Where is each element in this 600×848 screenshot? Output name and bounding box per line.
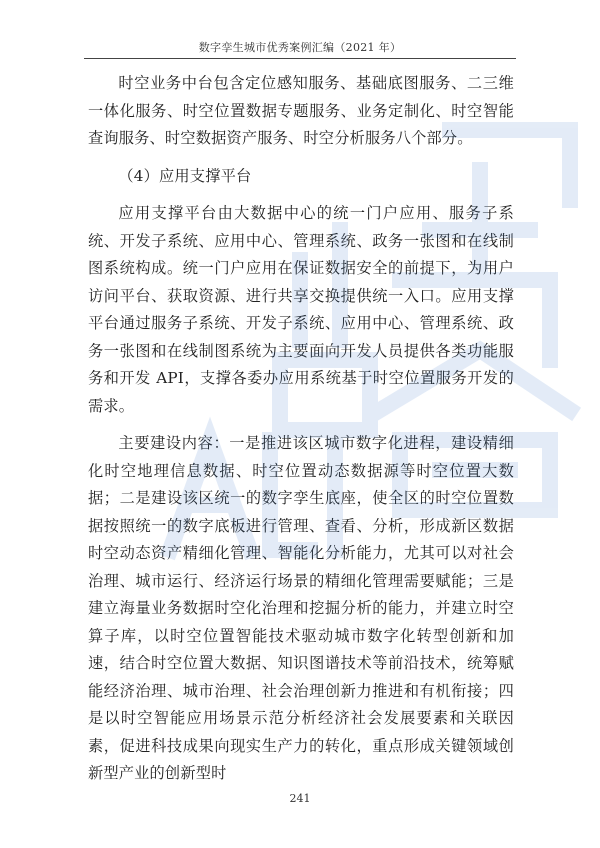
paragraph-spatiotemporal-middle-platform: 时空业务中台包含定位感知服务、基础底图服务、二三维一体化服务、时空位置数据专题服务、业务定制化、时空智能查询服务、时空数据资产服务、时空分析服务八个部分。 — [88, 74, 514, 147]
header-rule — [84, 58, 516, 59]
paragraph-application-support-platform: 应用支撑平台由大数据中心的统一门户应用、服务子系统、开发子系统、应用中心、管理系统、政务一张图和在线制图系统构成。统一门户应用在保证数据安全的前提下，为用户访问平台、获取资源、进行共享交换提供统一入口。应用支撑平台通过服务子系统、开发子系统、应用中心、管理系统、政务一张图和在线制图系统为主要面向开发人员提供各类功能服务和开发 API，支撑各委办应用系统基于时空位置服务开发的需求。 — [88, 204, 514, 415]
section-heading-application-support: （4）应用支撑平台 — [118, 166, 252, 185]
running-header: 数字孪生城市优秀案例汇编（2021 年） — [198, 41, 402, 54]
body-text — [88, 70, 514, 788]
paragraph-main-construction-content: 主要建设内容：一是推进该区城市数字化进程，建设精细化时空地理信息数据、时空位置动态数据源等时空位置大数据；二是建设该区统一的数字孪生底座，使全区的时空位置数据按照统一的数字底板进行管理、查看、分析，形成新区数据时空动态资产精细化管理、智能化分析能力，尤其可以对社会治理、城市运行、经济运行场景的精细化管理需要赋能；三是建立海量业务数据时空化治理和挖掘分析的能力，并建立时空算子库，以时空位置智能技术驱动城市数字化转型创新和加速，结合时空位置大数据、知识图谱技术等前沿技术，统筹赋能经济治理、城市治理、社会治理创新力推进和有机衔接；四是以时空智能应用场景示范分析经济社会发展要素和关联因素，促进科技成果向现实生产力的转化，重点形成关键领域创新型产业的创新型时 — [88, 434, 514, 782]
page-number: 241 — [289, 792, 311, 805]
